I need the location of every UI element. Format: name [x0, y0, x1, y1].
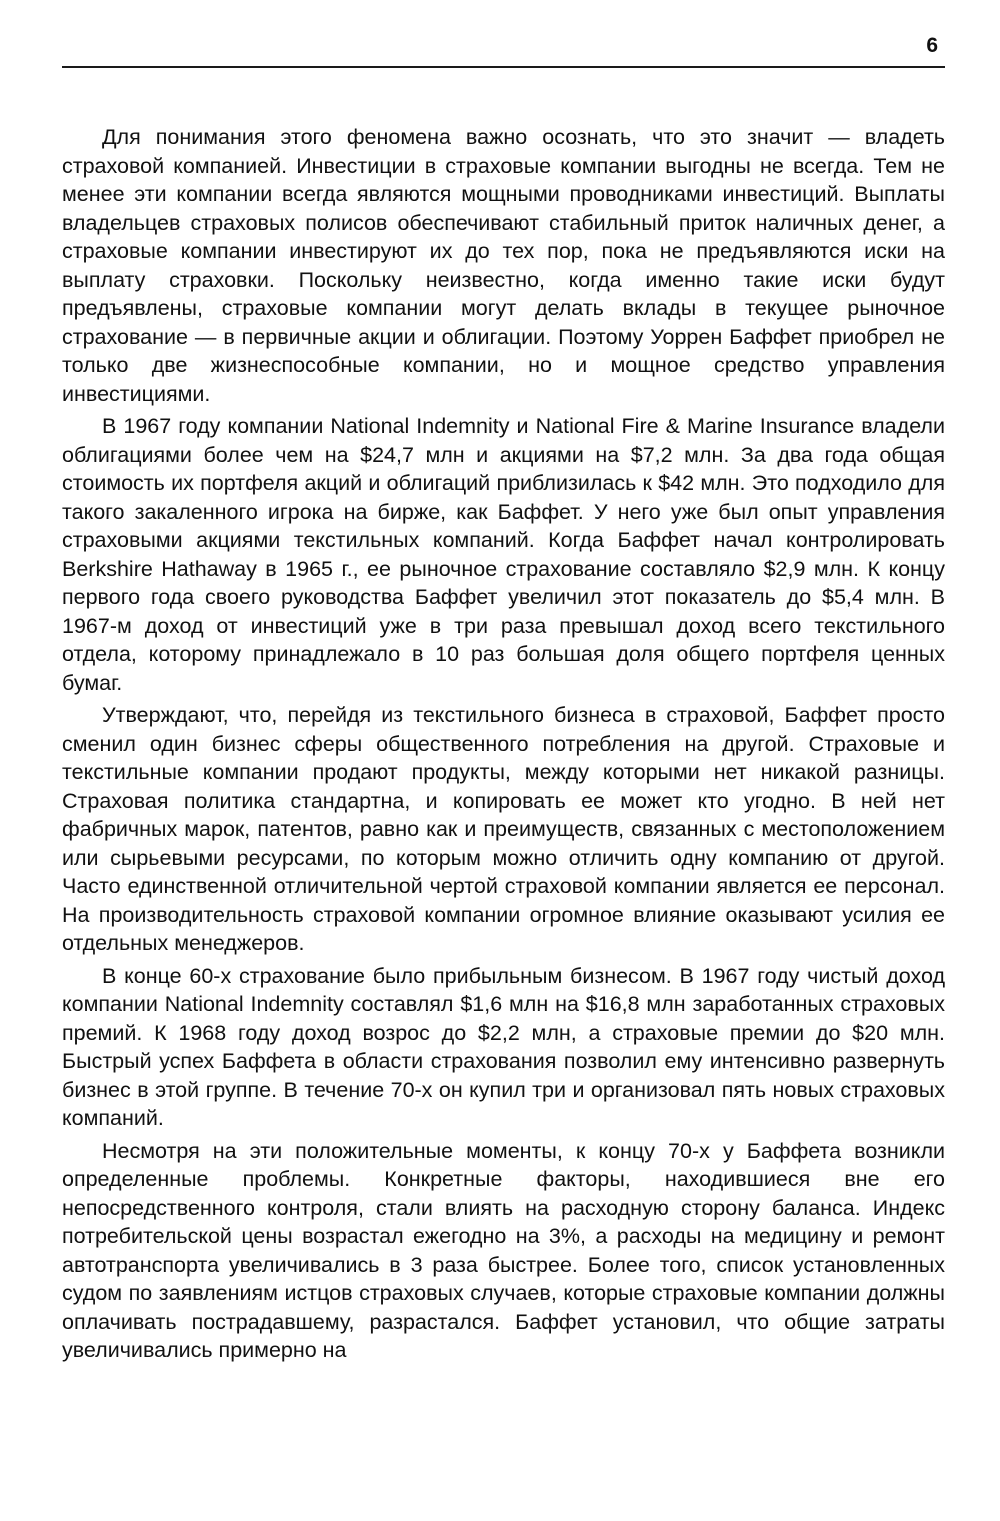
- header-rule: [62, 66, 945, 68]
- paragraph-1: Для понимания этого феномена важно осознать, что это значит — владеть страховой компанией. Инвестиции в страховые компании выгодны не всегда. Тем не менее эти компании всегда являются мощными проводниками инвестиций. Выплаты владельцев страховых полисов обеспечивают стабильный приток наличных денег, а страховые компании инвестируют их до тех пор, пока не предъявляются иски на выплату страховки. Поскольку неизвестно, когда именно такие иски будут предъявлены, страховые компании могут делать вклады в текущее рыночное страхование — в первичные акции и облигации. Поэтому Уоррен Баффет приобрел не только две жизнеспособные компании, но и мощное средство управления инвестициями.: [62, 125, 945, 406]
- page-number: 6: [926, 34, 938, 57]
- paragraph-2: В 1967 году компании National Indemnity и National Fire & Marine Insurance владели облигациями более чем на $24,7 млн и акциями на $7,2 млн. За два года общая стоимость их портфеля акций и облигаций приблизилась к $42 млн. Это подходило для такого закаленного игрока на бирже, как Баффет. У него уже был опыт управления страховыми акциями текстильных компаний. Когда Баффет начал контролировать Berkshire Hathaway в 1965 г., ее рыночное страхование составляло $2,9 млн. К концу первого года своего руководства Баффет увеличил этот показатель до $5,4 млн. В 1967-м доход от инвестиций уже в три раза превышал доход всего текстильного отдела, которому принадлежало в 10 раз большая доля общего портфеля ценных бумаг.: [62, 414, 945, 695]
- paragraph-4: В конце 60-х страхование было прибыльным бизнесом. В 1967 году чистый доход компании National Indemnity составлял $1,6 млн на $16,8 млн заработанных страховых премий. К 1968 году доход возрос до $2,2 млн, а страховые премии до $20 млн. Быстрый успех Баффета в области страхования позволил ему интенсивно развернуть бизнес в этой группе. В течение 70-х он купил три и организовал пять новых страховых компаний.: [62, 963, 945, 1130]
- paragraph-3: Утверждают, что, перейдя из текстильного бизнеса в страховой, Баффет просто сменил один бизнес сферы общественного потребления на другой. Страховые и текстильные компании продают продукты, между которыми нет никакой разницы. Страховая политика стандартна, и копировать ее может кто угодно. В ней нет фабричных марок, патентов, равно как и преимуществ, связанных с местоположением или сырьевыми ресурсами, по которым можно отличить одну компанию от другой. Часто единственной отличительной чертой страховой компании является ее персонал. На производительность страховой компании огромное влияние оказывают усилия ее отдельных менеджеров.: [62, 703, 945, 955]
- paragraph-5: Несмотря на эти положительные моменты, к концу 70-х у Баффета возникли определенные проблемы. Конкретные факторы, находившиеся вне его непосредственного контроля, стали влиять на расходную сторону баланса. Индекс потребительской цены возрастал ежегодно на 3%, а расходы на медицину и ремонт автотранспорта увеличивались в 3 раза быстрее. Более того, список установленных судом по заявлениям истцов страховых случаев, которые страховые компании должны оплачивать пострадавшему, разрастался. Баффет установил, что общие затраты увеличивались примерно на: [62, 1138, 945, 1362]
- body-text: [62, 123, 945, 1369]
